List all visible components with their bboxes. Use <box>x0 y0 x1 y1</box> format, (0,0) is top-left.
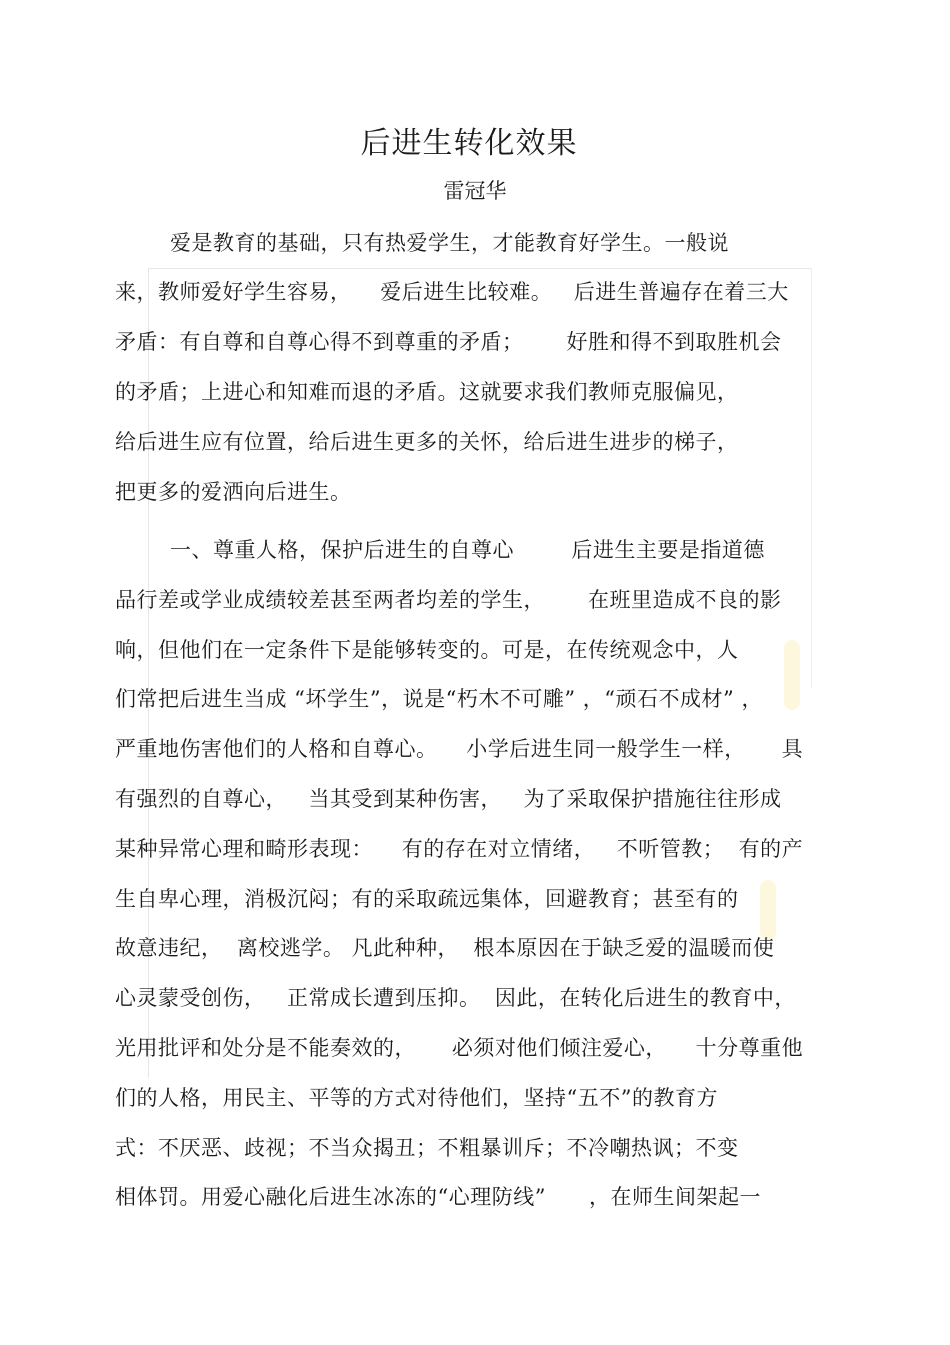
paragraph-line: 的矛盾；上进心和知难而退的矛盾。这就要求我们教师克服偏见， <box>115 380 739 404</box>
paragraph-line: 爱是教育的基础，只有热爱学生，才能教育好学生。一般说 <box>170 231 729 255</box>
paragraph-line: 严重地伤害他们的人格和自尊心。 小学后进生同一般学生一样， 具 <box>115 737 804 761</box>
paragraph-line: 光用批评和处分是不能奏效的， 必须对他们倾注爱心， 十分尊重他 <box>115 1036 804 1060</box>
paragraph-line: 们的人格，用民主、平等的方式对待他们，坚持“五不”的教育方 <box>115 1086 718 1110</box>
paragraph-line: 矛盾：有自尊和自尊心得不到尊重的矛盾； 好胜和得不到取胜机会 <box>115 330 782 354</box>
paragraph-line: 们常把后进生当成 “坏学生”，说是“朽木不可雕” ，“顽石不成材” ， <box>115 687 763 711</box>
paragraph-line: 生自卑心理，消极沉闷；有的采取疏远集体，回避教育；甚至有的 <box>115 887 739 911</box>
paragraph-line: 相体罚。用爱心融化后进生冰冻的“心理防线” ，在师生间架起一 <box>115 1185 762 1209</box>
document-author: 雷冠华 <box>443 179 507 203</box>
paragraph-line: 给后进生应有位置，给后进生更多的关怀，给后进生进步的梯子， <box>115 430 739 454</box>
paragraph-line: 响，但他们在一定条件下是能够转变的。可是，在传统观念中，人 <box>115 638 739 662</box>
section-heading-line: 一、尊重人格，保护后进生的自尊心 后进生主要是指道德 <box>170 538 765 562</box>
paragraph-line: 品行差或学业成绩较差甚至两者均差的学生， 在班里造成不良的影 <box>115 588 782 612</box>
paragraph-line: 故意违纪， 离校逃学。 凡此种种， 根本原因在于缺乏爱的温暖而使 <box>115 936 775 960</box>
document-title: 后进生转化效果 <box>360 126 578 161</box>
scan-frame-top <box>148 268 812 269</box>
paragraph-line: 某种异常心理和畸形表现： 有的存在对立情绪， 不听管教； 有的产 <box>115 837 804 861</box>
scan-frame-right <box>811 268 812 688</box>
paragraph-line: 把更多的爱洒向后进生。 <box>115 480 352 504</box>
paragraph-line: 有强烈的自尊心， 当其受到某种伤害， 为了采取保护措施往往形成 <box>115 787 782 811</box>
paragraph-line: 心灵蒙受创伤， 正常成长遭到压抑。 因此，在转化后进生的教育中， <box>115 986 796 1010</box>
scan-stain <box>784 640 800 710</box>
scan-stain <box>760 880 776 940</box>
paragraph-line: 式：不厌恶、歧视；不当众揭丑；不粗暴训斥；不冷嘲热讽；不变 <box>115 1136 739 1160</box>
paragraph-line: 来，教师爱好学生容易， 爱后进生比较难。 后进生普遍存在着三大 <box>115 280 789 304</box>
